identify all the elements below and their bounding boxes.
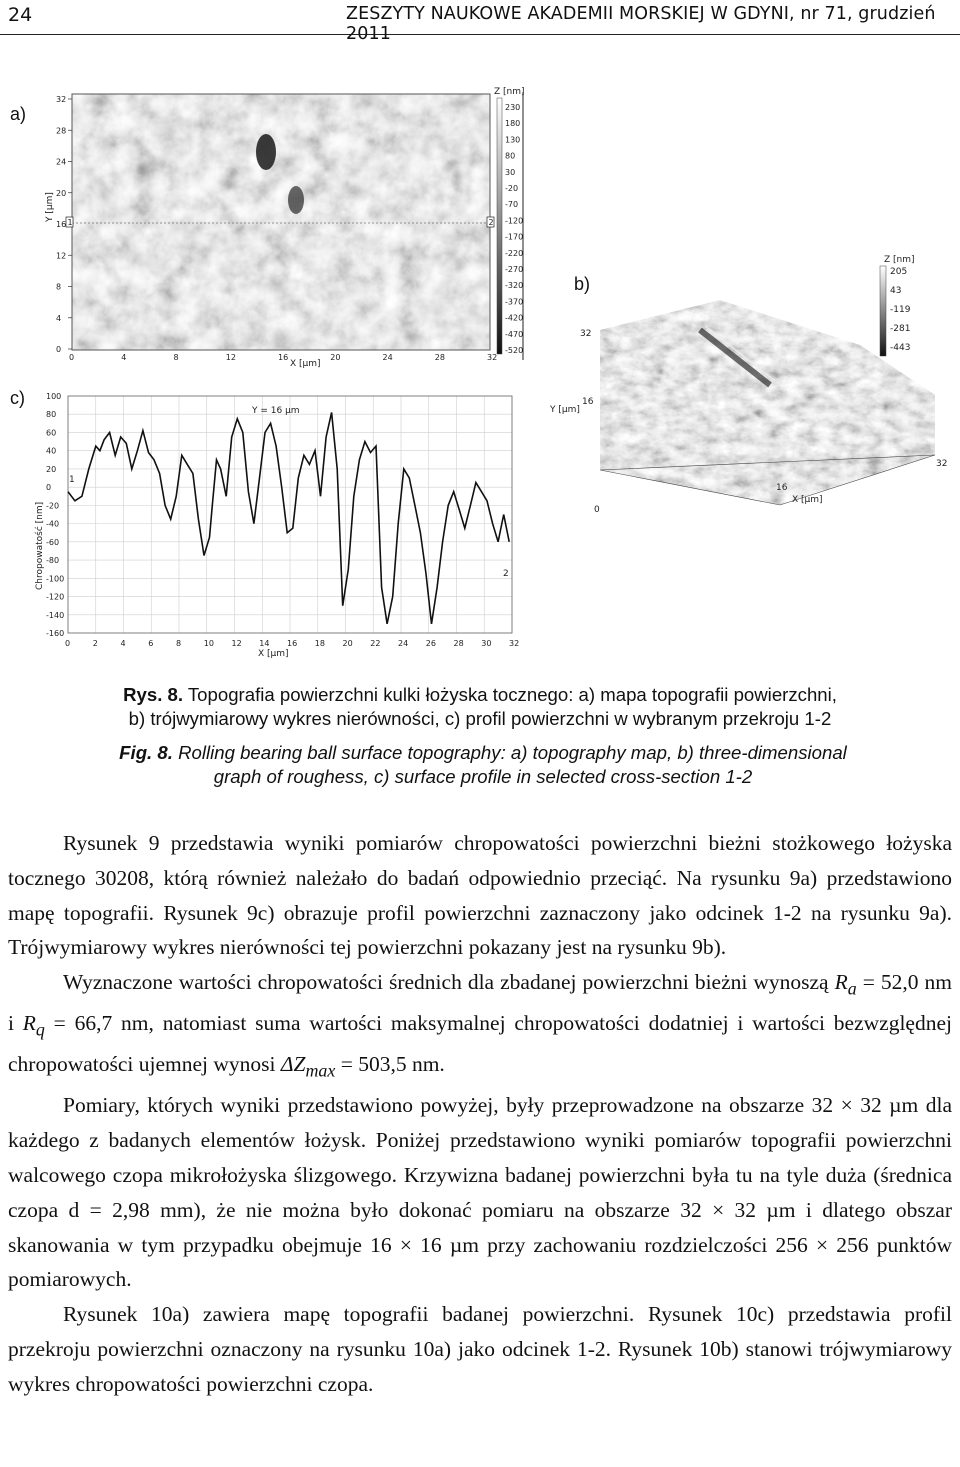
caption-en-number: Fig. 8.	[119, 742, 173, 763]
figure-caption-pl	[100, 683, 860, 731]
panel-c-label: c)	[10, 388, 25, 408]
map-colorbar-tick: -320	[505, 281, 524, 291]
chart-y-tick: -140	[46, 610, 65, 620]
map-x-tick: 32	[487, 353, 498, 362]
map-y-tick: 28	[56, 126, 67, 136]
chart-y-tick: 100	[46, 392, 62, 401]
surface-y-tick-32: 32	[580, 329, 592, 339]
chart-y-tick: 60	[46, 428, 57, 438]
chart-y-tick: -60	[46, 537, 60, 547]
chart-x-tick: 0	[65, 639, 71, 648]
map-colorbar-tick: 30	[505, 167, 516, 177]
chart-x-tick: 26	[425, 639, 436, 648]
map-x-tick: 12	[225, 353, 236, 362]
map-colorbar-tick: -420	[505, 313, 524, 323]
chart-x-tick: 32	[509, 639, 520, 648]
surface-colorbar-tick: 205	[890, 267, 908, 277]
map-colorbar-tick: 130	[505, 135, 521, 145]
surface-x-tick-16: 16	[776, 483, 788, 493]
figure-caption-en	[88, 741, 878, 789]
panel-a-label: a)	[10, 104, 27, 124]
chart-x-tick: 2	[92, 639, 98, 648]
caption-pl-number: Rys. 8.	[123, 684, 184, 705]
map-y-tick: 12	[56, 251, 67, 261]
chart-y-tick: 0	[46, 483, 52, 493]
profile-series-line	[68, 412, 509, 624]
chart-y-tick: -100	[46, 574, 65, 584]
chart-x-tick: 22	[370, 639, 381, 648]
caption-pl-line2: b) trójwymiarowy wykres nierówności, c) profil powierzchni w wybranym przekroju 1-2	[128, 708, 832, 729]
page-number: 24	[8, 4, 33, 26]
chart-x-tick: 24	[398, 639, 409, 648]
chart-y-tick: -160	[46, 629, 65, 638]
paragraph-2: Wyznaczone wartości chropowatości średnich dla zbadanej powierzchni bieżni wynoszą $R_a = 52,0$ nm i $R_q = 66,7$ nm, natomiast suma wartości maksymalnej chropowatości dodatniej i wartości bezwzględnej chropowatości ujemnej wynosi $\Delta Z_{max} = 503,5$ nm.	[8, 970, 952, 1081]
chart-x-tick: 10	[203, 639, 214, 648]
map-colorbar-tick: -270	[505, 265, 524, 274]
map-colorbar-tick: 180	[505, 119, 521, 129]
caption-en-line1: Rolling bearing ball surface topography: a) topography map, b) three-dimensional	[178, 742, 847, 763]
chart-x-tick: 8	[176, 639, 182, 648]
map-y-tick: 0	[56, 345, 62, 354]
chart-marker-2: 2	[503, 569, 509, 579]
chart-y-tick: 80	[46, 410, 57, 420]
paragraph-1: Rysunek 9 przedstawia wyniki pomiarów chropowatości powierzchni bieżni stożkowego łożyska tocznego 30208, którą również należało do badań odpowiednio przeciąć. Na rysunku 9a) przedstawiono mapę topografii. Rysunek 9c) obrazuje profil powierzchni zaznaczony jako odcinek 1-2 na rysunku 9a). Trójwymiarowy wykres nierówności tej powierzchni pokazany jest na rysunku 9b).	[8, 831, 952, 960]
map-y-tick: 20	[56, 188, 67, 198]
map-x-tick: 8	[173, 353, 179, 362]
chart-x-tick: 18	[314, 639, 325, 648]
chart-title: Y = 16 µm	[252, 406, 300, 416]
map-y-tick: 16	[56, 220, 67, 229]
chart-y-tick: -120	[46, 592, 65, 602]
map-marker-1: 1	[67, 218, 73, 227]
surface-x-tick-32: 32	[936, 459, 948, 469]
map-x-axis-label: X [µm]	[290, 359, 321, 369]
map-colorbar-tick: -120	[505, 216, 524, 226]
chart-x-tick: 16	[287, 639, 298, 648]
caption-en-line2: graph of roughess, c) surface profile in selected cross-section 1-2	[213, 766, 753, 787]
chart-x-tick: 20	[342, 639, 353, 648]
chart-y-axis-label: Chropowatość [nm]	[35, 501, 45, 590]
map-y-tick: 4	[56, 313, 62, 323]
surface-colorbar-tick: -119	[890, 305, 911, 315]
map-colorbar-title: Z [nm]	[494, 87, 525, 97]
map-x-tick: 4	[121, 353, 127, 362]
chart-y-tick: 40	[46, 446, 57, 456]
chart-x-tick: 14	[259, 639, 270, 648]
caption-pl-line1: Topografia powierzchni kulki łożyska tocznego: a) mapa topografii powierzchni,	[187, 684, 837, 705]
chart-y-tick: 20	[46, 464, 57, 474]
map-marker-2: 2	[488, 218, 494, 227]
journal-title: ZESZYTY NAUKOWE AKADEMII MORSKIEJ W GDYNI, nr 71, grudzień 2011	[346, 4, 936, 44]
surface-x-tick-0: 0	[594, 505, 600, 515]
map-x-tick: 0	[69, 353, 75, 362]
map-y-tick: 24	[56, 157, 67, 167]
map-x-tick: 28	[434, 353, 445, 362]
surface-colorbar-title: Z [nm]	[884, 255, 915, 265]
map-x-tick: 16	[278, 353, 289, 362]
surface-y-axis-label: Y [µm]	[550, 405, 580, 415]
body-text	[8, 826, 952, 1402]
map-y-axis-label: Y [µm]	[45, 192, 55, 222]
paragraph-3: Pomiary, których wyniki przedstawiono powyżej, były przeprowadzone na obszarze 32 × 32 µm dla każdego z badanych elementów łożysk. Poniżej przedstawiono wyniki pomiarów topografii powierzchni walcowego czopa mikrołożyska ślizgowego. Krzywizna badanej powierzchni była tu na tyle duża (średnica czopa d = 2,98 mm), że nie można było dokonać pomiaru na obszarze 32 × 32 µm i dlatego obszar skanowania w tym przypadku obejmuje 16 × 16 µm przy zachowaniu rozdzielczości 256 × 256 punktów pomiarowych.	[8, 1093, 952, 1292]
map-colorbar-tick: -370	[505, 297, 524, 307]
chart-x-tick: 28	[453, 639, 464, 648]
chart-x-tick: 6	[148, 639, 154, 648]
surface-colorbar-tick: -281	[890, 324, 911, 334]
map-y-tick: 8	[56, 282, 62, 292]
map-colorbar-tick: 80	[505, 151, 516, 161]
map-y-tick: 32	[56, 95, 67, 104]
chart-x-axis-label: X [µm]	[258, 649, 289, 659]
surface-x-axis-label: X [µm]	[792, 495, 823, 505]
surface-y-tick-16: 16	[582, 397, 594, 407]
chart-y-tick: -20	[46, 501, 60, 511]
map-colorbar-tick: -220	[505, 248, 524, 258]
map-x-tick: 20	[330, 353, 341, 362]
map-x-tick: 24	[382, 353, 393, 362]
map-colorbar-tick: -70	[505, 200, 519, 210]
chart-y-tick: -40	[46, 519, 60, 529]
map-colorbar-tick: -20	[505, 184, 519, 193]
map-colorbar-tick: 230	[505, 103, 521, 112]
chart-x-tick: 4	[120, 639, 126, 648]
map-colorbar-tick: -470	[505, 329, 524, 339]
chart-y-tick: -80	[46, 556, 60, 566]
chart-x-tick: 30	[481, 639, 492, 648]
map-colorbar-tick: -520	[505, 346, 524, 355]
chart-marker-1: 1	[69, 475, 75, 485]
surface-colorbar-tick: 43	[890, 286, 902, 296]
surface-profile-chart	[0, 0, 960, 660]
map-colorbar-tick: -170	[505, 232, 524, 242]
panel-b-label: b)	[574, 274, 591, 294]
chart-x-tick: 12	[231, 639, 242, 648]
paragraph-4: Rysunek 10a) zawiera mapę topografii badanej powierzchni. Rysunek 10c) przedstawia profil przekroju powierzchni oznaczony na rysunku 10a) jako odcinek 1-2. Rysunek 10b) stanowi trójwymiarowy wykres chropowatości powierzchni czopa.	[8, 1302, 952, 1396]
surface-colorbar-tick: -443	[890, 343, 911, 353]
